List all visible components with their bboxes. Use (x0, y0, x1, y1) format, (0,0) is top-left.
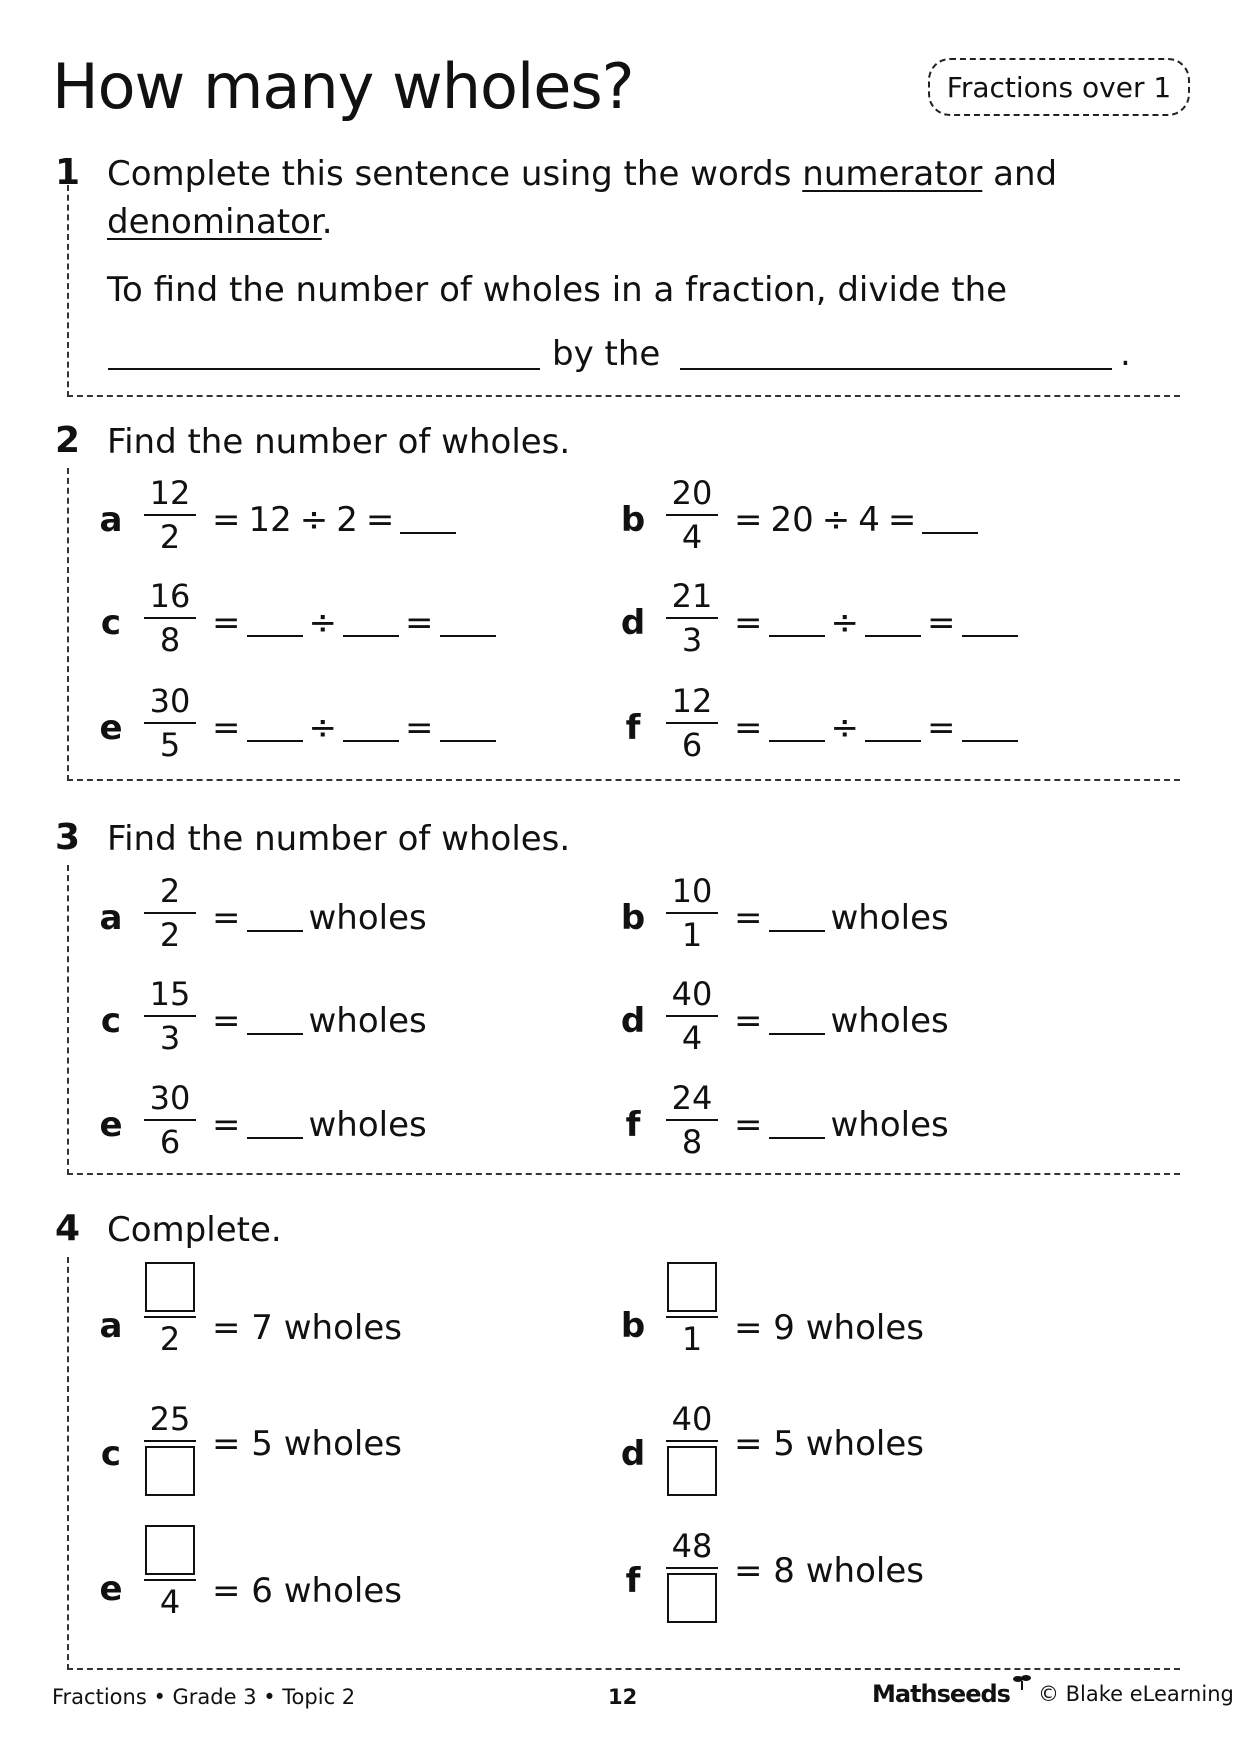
denominator-answer-box[interactable] (145, 1446, 195, 1496)
numerator (142, 870, 198, 912)
page-number: 12 (608, 1685, 638, 1709)
q4-result-b: = 9 wholes (734, 1308, 924, 1348)
numerator-value: 25 (149, 1400, 191, 1438)
equals-sign: = (927, 708, 956, 748)
q1-answer-blank-1[interactable] (108, 368, 540, 370)
denominator (664, 724, 720, 766)
q3-expression-d (734, 1001, 949, 1041)
numerator-value: 21 (671, 577, 713, 615)
numerator-value: 30 (149, 682, 191, 720)
q4-item-letter-d: d (620, 1434, 646, 1474)
q1-period: . (1120, 334, 1131, 374)
denominator (142, 1581, 198, 1623)
q1-by-the: by the (552, 334, 661, 374)
question-number-3: 3 (55, 817, 81, 858)
answer-blank[interactable] (247, 1111, 303, 1139)
dividend-blank[interactable] (769, 714, 825, 742)
q3-expression-c (212, 1001, 427, 1041)
dividend-blank[interactable] (769, 609, 825, 637)
numerator (664, 1077, 720, 1119)
question-number-1: 1 (55, 152, 81, 193)
numerator[interactable] (142, 1525, 198, 1579)
q2-item-letter-d: d (620, 603, 646, 643)
denominator[interactable] (664, 1569, 720, 1627)
divide-sign: ÷ (299, 500, 329, 540)
numerator (142, 680, 198, 722)
denominator (142, 1318, 198, 1360)
question-number-2: 2 (55, 420, 81, 461)
numerator (664, 870, 720, 912)
q4-fraction-d (664, 1398, 720, 1500)
q3-expression-a (212, 898, 427, 938)
denominator-value: 1 (681, 1320, 703, 1358)
wholes-label: wholes (308, 898, 427, 938)
q1-text-post: . (321, 202, 333, 242)
footer-course: Fractions • Grade 3 • Topic 2 (52, 1685, 356, 1709)
footer-brand (872, 1680, 1234, 1708)
numerator[interactable] (664, 1262, 720, 1316)
q4-fraction-b (664, 1262, 720, 1360)
numerator (664, 680, 720, 722)
answer-blank[interactable] (922, 506, 978, 534)
numerator-value: 30 (149, 1079, 191, 1117)
q3-item-letter-c: c (100, 1001, 122, 1041)
topic-badge: Fractions over 1 (928, 58, 1190, 116)
divide-sign: ÷ (830, 603, 859, 643)
denominator (664, 516, 720, 558)
q2-fraction-f (664, 680, 720, 766)
q2-fraction-b (664, 472, 720, 558)
wholes-label: wholes (830, 1001, 949, 1041)
q3-fraction-d (664, 973, 720, 1059)
numerator (664, 1398, 720, 1440)
page-title: How many wholes? (52, 50, 634, 123)
q3-fraction-b (664, 870, 720, 956)
numerator-value: 48 (671, 1527, 713, 1565)
divide-sign: ÷ (308, 603, 337, 643)
q4-item-letter-e: e (99, 1569, 123, 1609)
q3-item-letter-a: a (99, 898, 123, 938)
divisor-blank[interactable] (865, 609, 921, 637)
q3-expression-f (734, 1105, 949, 1145)
answer-blank[interactable] (440, 609, 496, 637)
numerator (142, 1398, 198, 1440)
q2-fraction-a (142, 472, 198, 558)
divide-sign: ÷ (308, 708, 337, 748)
divisor-blank[interactable] (865, 714, 921, 742)
q3-item-letter-f: f (625, 1105, 641, 1145)
denominator-value: 5 (159, 726, 181, 764)
answer-blank[interactable] (962, 609, 1018, 637)
q4-result-e: = 6 wholes (212, 1571, 402, 1611)
q2-instruction: Find the number of wholes. (107, 422, 571, 462)
q4-fraction-e (142, 1525, 198, 1623)
question-number-4: 4 (55, 1208, 81, 1249)
q2-fraction-d (664, 575, 720, 661)
numerator (142, 973, 198, 1015)
answer-blank[interactable] (247, 904, 303, 932)
denominator (664, 1121, 720, 1163)
denominator (142, 619, 198, 661)
denominator (664, 1017, 720, 1059)
q2-item-letter-f: f (625, 708, 641, 748)
numerator (664, 575, 720, 617)
q3-item-letter-b: b (620, 898, 646, 938)
numerator-value: 40 (671, 975, 713, 1013)
q3-fraction-f (664, 1077, 720, 1163)
denominator (142, 724, 198, 766)
denominator (142, 1017, 198, 1059)
q4-fraction-f (664, 1525, 720, 1627)
denominator-value: 4 (159, 1583, 181, 1621)
q2-expression-a (212, 500, 462, 540)
q1-line-2 (107, 202, 333, 242)
q3-instruction: Find the number of wholes. (107, 819, 571, 859)
dividend-blank[interactable] (247, 609, 303, 637)
denominator-value: 2 (159, 916, 181, 954)
q1-word-numerator: numerator (802, 154, 983, 194)
numerator-value: 15 (149, 975, 191, 1013)
numerator-value: 2 (159, 872, 181, 910)
equals-sign: = (734, 1105, 763, 1145)
divisor: 4 (858, 500, 880, 540)
q2-expression-e (212, 708, 502, 748)
q3-item-letter-e: e (99, 1105, 123, 1145)
denominator-value: 3 (681, 621, 703, 659)
q2-expression-f (734, 708, 1024, 748)
equals-sign: = (405, 708, 434, 748)
wholes-label: wholes (830, 1105, 949, 1145)
numerator-answer-box[interactable] (667, 1262, 717, 1312)
denominator-value: 8 (159, 621, 181, 659)
q1-answer-blank-2[interactable] (680, 368, 1112, 370)
q2-item-letter-c: c (100, 603, 122, 643)
answer-blank[interactable] (769, 1007, 825, 1035)
answer-blank[interactable] (247, 1007, 303, 1035)
numerator (664, 973, 720, 1015)
equals-sign: = (927, 603, 956, 643)
denominator-value: 4 (681, 1019, 703, 1057)
q2-item-letter-a: a (99, 500, 123, 540)
dividend: 20 (770, 500, 814, 540)
answer-blank[interactable] (400, 506, 456, 534)
divisor-blank[interactable] (343, 609, 399, 637)
numerator-value: 20 (671, 474, 713, 512)
denominator-value: 2 (159, 518, 181, 556)
dividend-blank[interactable] (247, 714, 303, 742)
denominator-value: 1 (681, 916, 703, 954)
denominator (142, 1121, 198, 1163)
q4-item-letter-b: b (620, 1306, 646, 1346)
answer-blank[interactable] (440, 714, 496, 742)
q4-instruction: Complete. (107, 1210, 282, 1250)
numerator-value: 16 (149, 577, 191, 615)
divisor: 2 (336, 500, 358, 540)
denominator-value: 2 (159, 1320, 181, 1358)
equals-sign: = (212, 603, 241, 643)
divide-sign: ÷ (821, 500, 851, 540)
numerator-answer-box[interactable] (145, 1525, 195, 1575)
answer-blank[interactable] (769, 1111, 825, 1139)
numerator-value: 24 (671, 1079, 713, 1117)
q4-result-a: = 7 wholes (212, 1308, 402, 1348)
numerator (142, 1077, 198, 1119)
q1-line-1 (107, 154, 1057, 194)
denominator (664, 914, 720, 956)
numerator[interactable] (142, 1262, 198, 1316)
denominator (142, 516, 198, 558)
equals-sign: = (734, 898, 763, 938)
wholes-label: wholes (308, 1105, 427, 1145)
numerator-value: 12 (671, 682, 713, 720)
q4-item-letter-c: c (100, 1434, 122, 1474)
q2-expression-c (212, 603, 502, 643)
q3-fraction-a (142, 870, 198, 956)
q4-item-letter-a: a (99, 1306, 123, 1346)
dividend: 12 (248, 500, 292, 540)
denominator-answer-box[interactable] (667, 1573, 717, 1623)
equals-sign: = (212, 1001, 241, 1041)
denominator-value: 8 (681, 1123, 703, 1161)
q2-item-letter-b: b (620, 500, 646, 540)
q4-fraction-a (142, 1262, 198, 1360)
answer-blank[interactable] (962, 714, 1018, 742)
denominator-value: 3 (159, 1019, 181, 1057)
sprout-icon (1012, 1671, 1032, 1695)
mathseeds-logo: Mathseeds (872, 1680, 1010, 1708)
denominator-value: 6 (159, 1123, 181, 1161)
numerator-value: 10 (671, 872, 713, 910)
equals-sign: = (212, 1105, 241, 1145)
numerator-value: 40 (671, 1400, 713, 1438)
q2-fraction-e (142, 680, 198, 766)
equals-sign: = (212, 708, 241, 748)
numerator-value: 12 (149, 474, 191, 512)
wholes-label: wholes (308, 1001, 427, 1041)
denominator[interactable] (664, 1442, 720, 1500)
equals-sign: = (734, 603, 763, 643)
q2-fraction-c (142, 575, 198, 661)
footer-copyright: © Blake eLearning (1037, 1682, 1234, 1706)
equals-sign: = (734, 500, 763, 540)
q4-result-c: = 5 wholes (212, 1424, 402, 1464)
denominator (664, 619, 720, 661)
numerator (142, 472, 198, 514)
equals-sign: = (405, 603, 434, 643)
answer-blank[interactable] (769, 904, 825, 932)
denominator (664, 1318, 720, 1360)
q4-result-d: = 5 wholes (734, 1424, 924, 1464)
denominator-value: 6 (681, 726, 703, 764)
wholes-label: wholes (830, 898, 949, 938)
q1-sentence: To find the number of wholes in a fraction, divide the (107, 270, 1008, 310)
q1-text-pre: Complete this sentence using the words (107, 154, 803, 194)
equals-sign: = (887, 500, 917, 540)
denominator[interactable] (142, 1442, 198, 1500)
denominator-value: 4 (681, 518, 703, 556)
equals-sign: = (365, 500, 395, 540)
numerator-answer-box[interactable] (145, 1262, 195, 1312)
numerator (664, 472, 720, 514)
denominator (142, 914, 198, 956)
q2-expression-b (734, 500, 984, 540)
denominator-answer-box[interactable] (667, 1446, 717, 1496)
q3-expression-b (734, 898, 949, 938)
numerator (142, 575, 198, 617)
q4-fraction-c (142, 1398, 198, 1500)
q3-item-letter-d: d (620, 1001, 646, 1041)
equals-sign: = (734, 1001, 763, 1041)
q2-item-letter-e: e (99, 708, 123, 748)
divide-sign: ÷ (830, 708, 859, 748)
q2-expression-d (734, 603, 1024, 643)
q4-result-f: = 8 wholes (734, 1551, 924, 1591)
q1-text-mid: and (982, 154, 1058, 194)
q3-fraction-e (142, 1077, 198, 1163)
q4-item-letter-f: f (625, 1561, 641, 1601)
q1-word-denominator: denominator (107, 202, 322, 242)
q3-fraction-c (142, 973, 198, 1059)
equals-sign: = (212, 898, 241, 938)
numerator (664, 1525, 720, 1567)
equals-sign: = (212, 500, 241, 540)
q3-expression-e (212, 1105, 427, 1145)
equals-sign: = (734, 708, 763, 748)
divisor-blank[interactable] (343, 714, 399, 742)
